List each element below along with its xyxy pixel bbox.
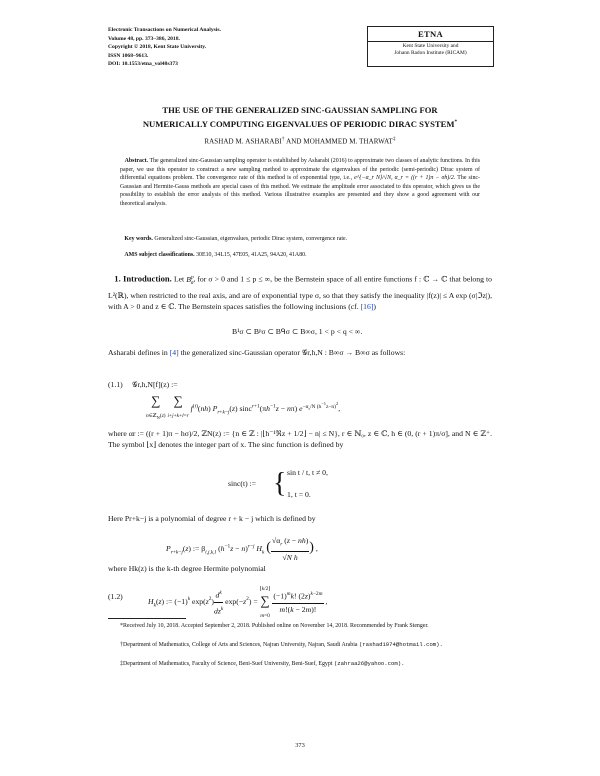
journal-copyright: Copyright © 2018, Kent State University. — [108, 44, 207, 51]
footnote-author-2-text: ‡Department of Mathematics, Faculty of Science, Beni-Suef University, Beni-Suef, Egypt — [120, 661, 333, 667]
abstract-text-1: The generalized sinc-Gaussian sampling operator is established by Asharabi (2016) to approximate two classes of analytic functions. In this paper, we use this operator to construct a new sampling method to approximate the eigenvalues of the periodic (semi-periodic) Dirac system of differential equations problem. The convergence rate of this method is of exponential type, i.e., — [120, 158, 480, 181]
ref-16-link[interactable]: [16] — [360, 301, 374, 311]
eq-1-1-label: (1.1) — [108, 380, 123, 389]
intro-p2-body: the generalized sinc-Gaussian operator 𝒢r,h,N : B∞σ → B∞σ as follows: — [178, 348, 406, 357]
inclusions-equation: B¹σ ⊂ Bᵖσ ⊂ Bᑫσ ⊂ B∞σ, 1 < p < q < ∞. — [232, 327, 363, 336]
sum-n: ∑ n∈ℤ$_N$(z) — [146, 393, 166, 421]
intro-p1-start: Let — [173, 274, 187, 284]
abstract-rate: e^{−α_r N}/√N, α_r = ((r + 1)π − σh)/2 — [354, 175, 454, 181]
sinc-lhs: sinc(t) := — [228, 479, 257, 488]
ref-4-link[interactable]: [4] — [169, 348, 179, 357]
abstract — [120, 157, 480, 208]
journal-volume: Volume 48, pp. 373–386, 2018. — [108, 35, 180, 42]
abstract-text-2: . The sinc-Gaussian and Hermite-Gauss methods are special cases of this method. We estimate the amplitude error associated to this operator, which gives us the possibility to establish the error analysis of this method. Various illustrative examples are presented and they show a good agreement with our theoretical analysis. — [120, 175, 481, 207]
eq-1-1-rhs — [146, 395, 340, 421]
ams-classifications — [120, 252, 480, 258]
footnote-author-1-text: †Department of Mathematics, College of Arts and Sciences, Najran University, Najran, Saudi Arabia — [120, 642, 358, 648]
title-line-1: THE USE OF THE GENERALIZED SINC-GAUSSIAN SAMPLING FOR — [162, 105, 438, 115]
sinc-brace: { — [273, 468, 287, 499]
author-2-marker[interactable]: ‡ — [392, 136, 396, 142]
eq-1-1-summand: $f^{(i)}(nh)$ $P_{r+k-j}(z) \sin c^{r+1}(\pi h^{-1}z - n\pi)$ $e^{-\alpha_r/N (h^{-1}z-n)^2}$, — [190, 401, 341, 416]
eq-1-2-label: (1.2) — [108, 592, 123, 601]
etna-divider — [368, 41, 493, 42]
paper-title — [108, 105, 492, 130]
sum-ijk: ∑ i+j+k+l=r — [167, 393, 189, 419]
intro-paragraph-5: where Hk(z) is the k-th degree Hermite polynomial — [108, 564, 266, 573]
polynomial-definition: $P_{r+k-j}(z)$ := $\beta_{i,j,k,l}$ $(h^{-1}z - n)^{r-j}$ $H_k$ ( $\frac{√\alpha_r (z - nh)}{\text{√N h}}$ ) , — [166, 536, 318, 562]
author-1: RASHAD M. ASHARABI — [204, 137, 282, 146]
bernstein-space-symbol: $B^p_\sigma$ — [186, 274, 194, 287]
footnote-author-2 — [108, 660, 492, 668]
journal-header — [108, 26, 221, 69]
intro-p2-start: Asharabi defines in — [108, 348, 170, 357]
author-1-email[interactable]: (rashad1974@hotmail.com). — [358, 641, 443, 648]
journal-name: Electronic Transactions on Numerical Analysis. — [108, 27, 221, 33]
author-conjunction: AND — [286, 137, 302, 146]
intro-paragraph-2 — [108, 347, 492, 358]
title-line-2: NUMERICALLY COMPUTING EIGENVALUES OF PERIODIC DIRAC SYSTEM* — [142, 118, 458, 129]
etna-title: ETNA — [417, 29, 444, 39]
section-heading: 1. Introduction. — [114, 273, 172, 284]
footnote-author-1 — [108, 641, 492, 649]
ams-label: AMS subject classifications. — [124, 252, 195, 258]
journal-issn: ISSN 1068–9613. — [108, 52, 149, 59]
intro-paragraph-3: where αr := ((r + 1)π − hσ)/2, ℤN(z) := {n ∈ ℤ : |⌊h⁻¹ℜz + 1/2⌋ − n| ≤ N}, r ∈ ℕ₀, z ∈ ℂ, h ∈ (0, (r + 1)π/σ], and N ∈ ℤ⁺. The symbol ⌊x⌋ denotes the integer part of x. The sinc function is defined by — [108, 429, 492, 450]
intro-paragraph-1 — [108, 272, 492, 312]
intro-p1-body: , for σ > 0 and 1 ≤ p ≤ ∞, be the Bernstein space of all entire functions f : ℂ → ℂ that belong to L²(ℝ), when restricted to the real axis, and are of exponential type σ, so that they satisfy the inequality |f(z)| ≤ A exp (σ|ℑz|), with A > 0 and z ∈ ℂ. The Bernstein spaces satisfies the following inclusions (cf. — [108, 274, 492, 311]
etna-line1: Kent State University and — [402, 43, 459, 49]
hermite-definition: $H_k(z)$ := $(-1)^k$ $\exp(z^2)$ $\frac{d^k}{dz^k}$ $\exp(-z^2)$ = ⌊k/2⌋ ∑ m=0 $\frac{(-1)^mk! (2z)^{k-2m}}{m!(k - 2m)!}$ , — [148, 586, 328, 619]
author-2-email[interactable]: (zahraa26@yahoo.com). — [333, 660, 405, 667]
etna-box — [367, 26, 494, 67]
page-number: 373 — [295, 742, 305, 749]
footnote-rule — [108, 618, 186, 619]
keywords — [120, 236, 480, 242]
intro-p1-end: ) — [373, 301, 376, 311]
eq-1-1-lhs: 𝒢r,h,N[f](z) := — [132, 380, 178, 389]
ams-text: 30E10, 34L15, 47E05, 41A25, 94A20, 41A80. — [196, 252, 307, 258]
footnote-received: *Received July 10, 2018. Accepted September 2, 2018. Published online on November 14, 2018. Recommended by Frank Stenger. — [120, 623, 429, 629]
author-2: MOHAMMED M. THARWAT — [303, 137, 393, 146]
intro-paragraph-4: Here Pr+k−j is a polynomial of degree r + k − j which is defined by — [108, 514, 316, 523]
keywords-text: Generalized sinc-Gaussian, eigenvalues, periodic Dirac system, convergence rate. — [154, 236, 348, 242]
abstract-label: Abstract. — [124, 158, 149, 164]
author-1-marker[interactable]: † — [281, 136, 285, 142]
journal-doi[interactable]: DOI: 10.1553/etna_vol48s373 — [108, 61, 178, 68]
sinc-case-2: 1, t = 0. — [287, 490, 311, 499]
author-line — [108, 136, 492, 145]
title-footnote-marker[interactable]: * — [454, 118, 458, 125]
etna-line2: Johann Radon Institute (RICAM) — [394, 50, 467, 57]
sinc-case-1: sin t / t, t ≠ 0, — [287, 468, 328, 477]
keywords-label: Key words. — [124, 236, 153, 242]
